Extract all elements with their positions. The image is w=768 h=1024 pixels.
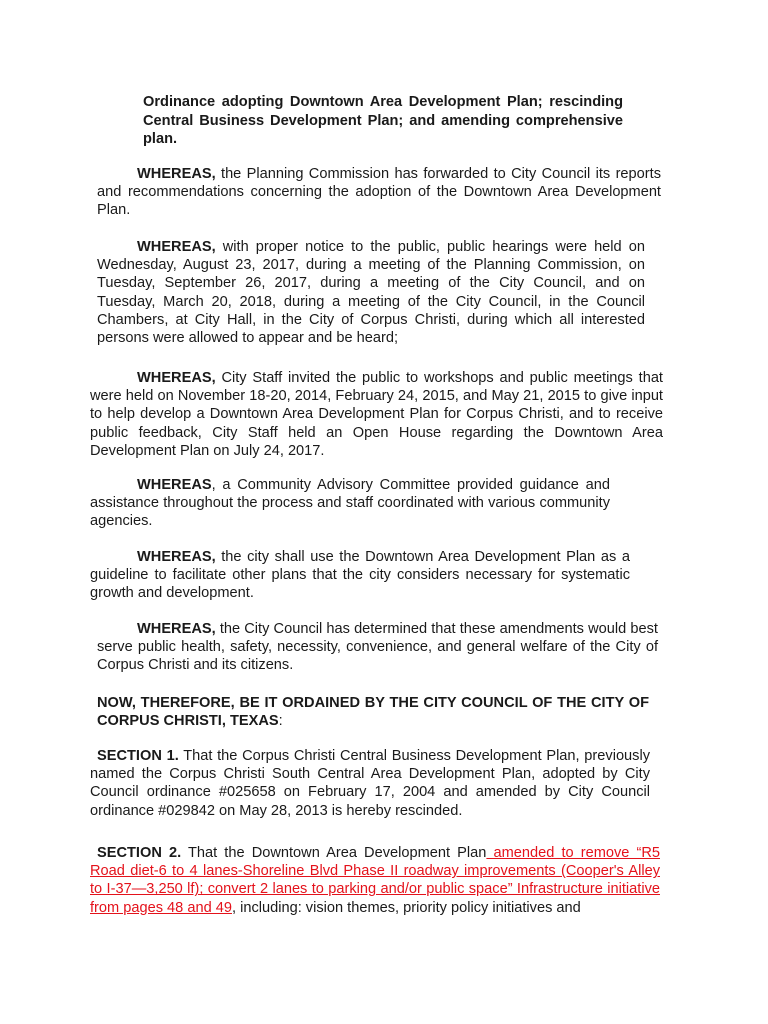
section-1-text: That the Corpus Christi Central Business Development Plan, previously named the Corpus Christi South Central Area Development Plan, adopted by City Council ordinance #025658 on February 17, 2004 and amended by City Council ordinance #029842 on May 28, 2013 is hereby rescinded. <box>90 748 651 819</box>
paragraph-text: the city shall use the Downtown Area Development Plan as a guideline to facilitate other plans that the city considers necessary for systematic growth and development. <box>90 549 630 602</box>
paragraph-text: the Planning Commission has forwarded to City Council its reports and recommendations concerning the adoption of the Downtown Area Development Plan. <box>97 166 661 219</box>
section-2-label: SECTION 2. <box>97 845 182 861</box>
whereas-label: WHEREAS, <box>137 239 216 255</box>
section-2-text: That the Downtown Area Development Plan <box>181 845 487 861</box>
whereas-label: WHEREAS <box>137 477 212 493</box>
section-2 <box>90 844 660 917</box>
whereas-label: WHEREAS, <box>137 621 216 637</box>
ordained-text: NOW, THEREFORE, BE IT ORDAINED BY THE CITY COUNCIL OF THE CITY OF CORPUS CHRISTI, TEXAS <box>97 695 649 730</box>
whereas-label: WHEREAS, <box>137 549 216 565</box>
whereas-label: WHEREAS, <box>137 166 216 182</box>
whereas-paragraph-4 <box>90 476 610 531</box>
ordained-colon: : <box>278 713 283 730</box>
ordinance-title: Ordinance adopting Downtown Area Development Plan; rescinding Central Business Development Plan; and amending comprehensive plan. <box>143 94 623 147</box>
whereas-paragraph-2 <box>97 238 645 347</box>
whereas-paragraph-1 <box>97 165 661 220</box>
paragraph-text: the City Council has determined that these amendments would best serve public health, safety, necessity, convenience, and general welfare of the City of Corpus Christi and its citizens. <box>97 621 658 674</box>
whereas-paragraph-5 <box>90 548 630 603</box>
section-2-amendment: amended to remove “R5 Road diet-6 to 4 lanes-Shoreline Blvd Phase II roadway improvements (Cooper's Alley to I-37—3,250 lf); convert 2 lanes to parking and/or public space” Infrastructure initiative from pages 48 and 49 <box>90 845 660 916</box>
paragraph-text: , a Community Advisory Committee provided guidance and assistance throughout the process and staff coordinated with various community agencies. <box>90 477 610 530</box>
section-1-label: SECTION 1. <box>97 748 179 764</box>
whereas-paragraph-3 <box>90 369 663 460</box>
whereas-paragraph-6 <box>97 620 658 675</box>
paragraph-text: City Staff invited the public to workshops and public meetings that were held on November 18-20, 2014, February 24, 2015, and May 21, 2015 to give input to help develop a Downtown Area Development Plan for Corpus Christi, and to receive public feedback, City Staff held an Open House regarding the Downtown Area Development Plan on July 24, 2017. <box>90 370 663 459</box>
ordained-clause <box>97 694 649 730</box>
paragraph-text: with proper notice to the public, public hearings were held on Wednesday, August 23, 2017, during a meeting of the Planning Commission, on Tuesday, September 26, 2017, during a meeting of the City Council, and on Tuesday, March 20, 2018, during a meeting of the City Council, in the Council Chambers, at City Hall, in the City of Corpus Christi, during which all interested persons were allowed to appear and be heard; <box>97 239 645 347</box>
section-2-text-continued: , including: vision themes, priority policy initiatives and <box>231 899 581 916</box>
whereas-label: WHEREAS, <box>137 370 216 386</box>
section-1 <box>90 747 650 820</box>
